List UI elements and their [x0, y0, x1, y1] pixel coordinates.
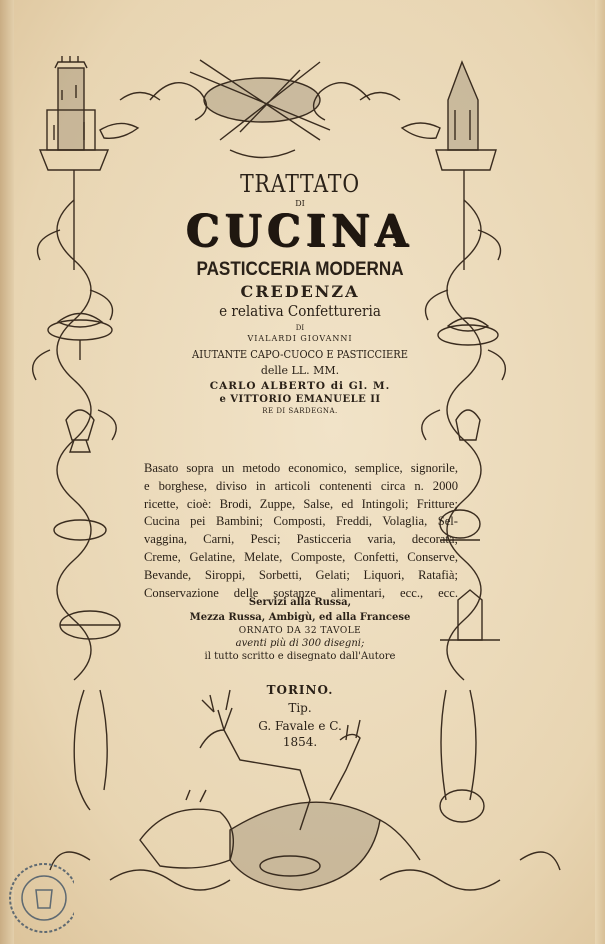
title-line-di: DI	[295, 199, 305, 208]
author-king1: CARLO ALBERTO di Gl. M.	[209, 380, 391, 392]
author-delle: delle LL. MM.	[260, 364, 340, 377]
author-king2: e VITTORIO EMANUELE II	[219, 393, 381, 405]
author-di: DI	[295, 324, 305, 332]
description-line: ricette, cioè: Brodi, Zuppe, Salse, ed Intingoli; Fritture;	[144, 496, 458, 511]
description-line: Bevande, Siroppi, Sorbetti, Gelati; Liquori, Ratafià;	[144, 567, 458, 582]
description-line: Conservazione delle sostanze alimentari, ecc., ecc.	[144, 585, 458, 600]
author-role: AIUTANTE CAPO-CUOCO E PASTICCIERE	[192, 348, 408, 361]
imprint-block	[230, 684, 370, 748]
title-line-trattato: TRATTATO	[240, 170, 360, 198]
services-line-5: il tutto scritto e disegnato dall'Autore	[204, 651, 396, 662]
fowl-icon	[100, 123, 440, 138]
description-line: Cucina pei Bambini; Composti, Freddi, Volaglia, Sel-	[144, 514, 458, 529]
imprint-tip: Tip.	[288, 701, 312, 715]
description-paragraph	[144, 460, 458, 602]
title-line-cucina: CUCINA	[186, 206, 414, 257]
library-stamp-icon	[4, 846, 74, 944]
services-line-2: Mezza Russa, Ambigù, ed alla Francese	[189, 612, 411, 623]
imprint-publisher: G. Favale e C.	[258, 719, 342, 733]
services-line-4: aventi più di 300 disegni;	[235, 638, 365, 649]
author-kingdom: RE DI SARDEGNA.	[262, 406, 338, 415]
services-block	[140, 598, 460, 662]
title-line-credenza: CREDENZA	[240, 282, 360, 301]
services-line-3: ORNATO DA 32 TAVOLE	[238, 626, 362, 636]
imprint-year: 1854.	[282, 735, 318, 749]
boar-icon	[140, 790, 233, 868]
title-line-pasticceria: PASTICCERIA MODERNA	[196, 259, 404, 280]
description-line: vaggina, Carni, Pesci; Pasticceria varia, decorata;	[144, 532, 458, 547]
title-block	[140, 172, 460, 415]
description-line: e borghese, diviso in articoli contenenti circa n. 2000	[144, 478, 458, 493]
title-line-confettureria: e relativa Confettureria	[219, 302, 381, 320]
services-line-1: Servizi alla Russa,	[248, 597, 352, 608]
description-line: Creme, Gelatine, Melate, Composte, Confetti, Conserve,	[144, 549, 458, 564]
description-line: Basato sopra un metodo economico, semplice, signorile,	[144, 461, 458, 475]
author-name: VIALARDI GIOVANNI	[247, 334, 353, 343]
imprint-city: TORINO.	[266, 683, 334, 697]
